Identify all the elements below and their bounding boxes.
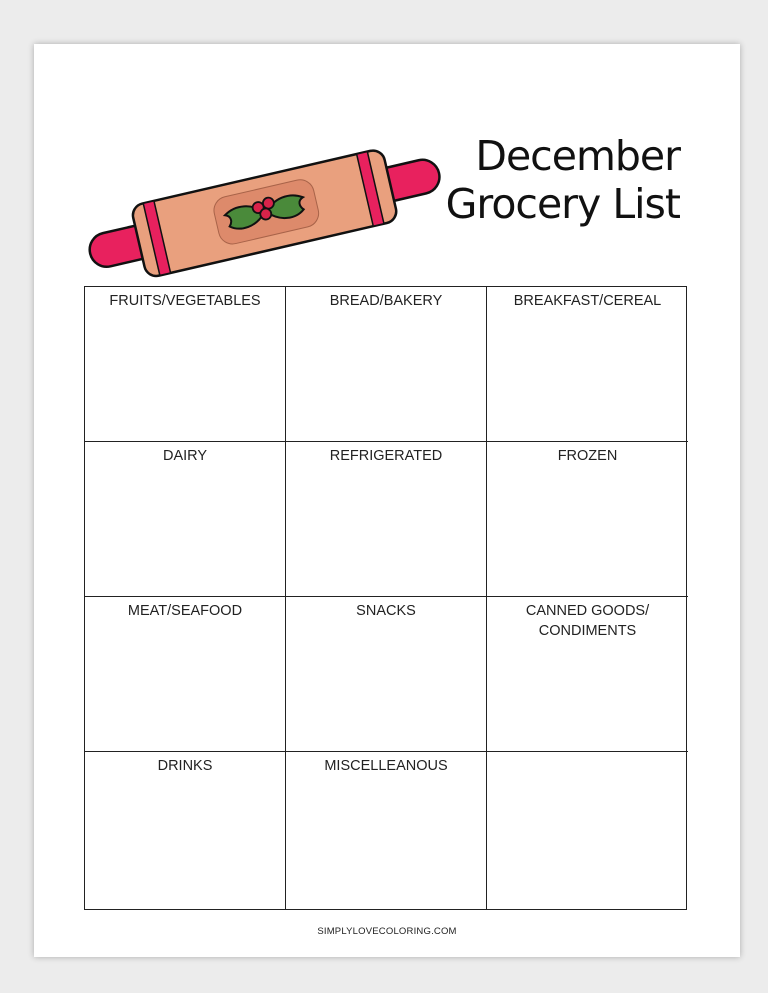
category-cell-refrigerated: REFRIGERATED bbox=[286, 442, 487, 597]
category-cell-miscelleanous: MISCELLEANOUS bbox=[286, 752, 487, 909]
title-line-2: Grocery List bbox=[445, 180, 680, 228]
category-cell-breakfast-cereal: BREAKFAST/CEREAL bbox=[487, 287, 688, 442]
rolling-pin-with-holly-icon bbox=[86, 140, 446, 290]
category-cell-drinks: DRINKS bbox=[85, 752, 286, 909]
category-cell-dairy: DAIRY bbox=[85, 442, 286, 597]
category-cell-canned-goods-condiments: CANNED GOODS/ CONDIMENTS bbox=[487, 597, 688, 752]
page-title bbox=[420, 132, 680, 228]
printable-page bbox=[34, 44, 740, 957]
title-line-1: December bbox=[475, 132, 680, 180]
category-cell-fruits-vegetables: FRUITS/VEGETABLES bbox=[85, 287, 286, 442]
category-cell-snacks: SNACKS bbox=[286, 597, 487, 752]
category-cell-frozen: FROZEN bbox=[487, 442, 688, 597]
category-cell-meat-seafood: MEAT/SEAFOOD bbox=[85, 597, 286, 752]
grocery-category-grid bbox=[84, 286, 687, 910]
footer-website: SIMPLYLOVECOLORING.COM bbox=[317, 926, 457, 937]
category-cell-bread-bakery: BREAD/BAKERY bbox=[286, 287, 487, 442]
category-cell-empty bbox=[487, 752, 688, 909]
